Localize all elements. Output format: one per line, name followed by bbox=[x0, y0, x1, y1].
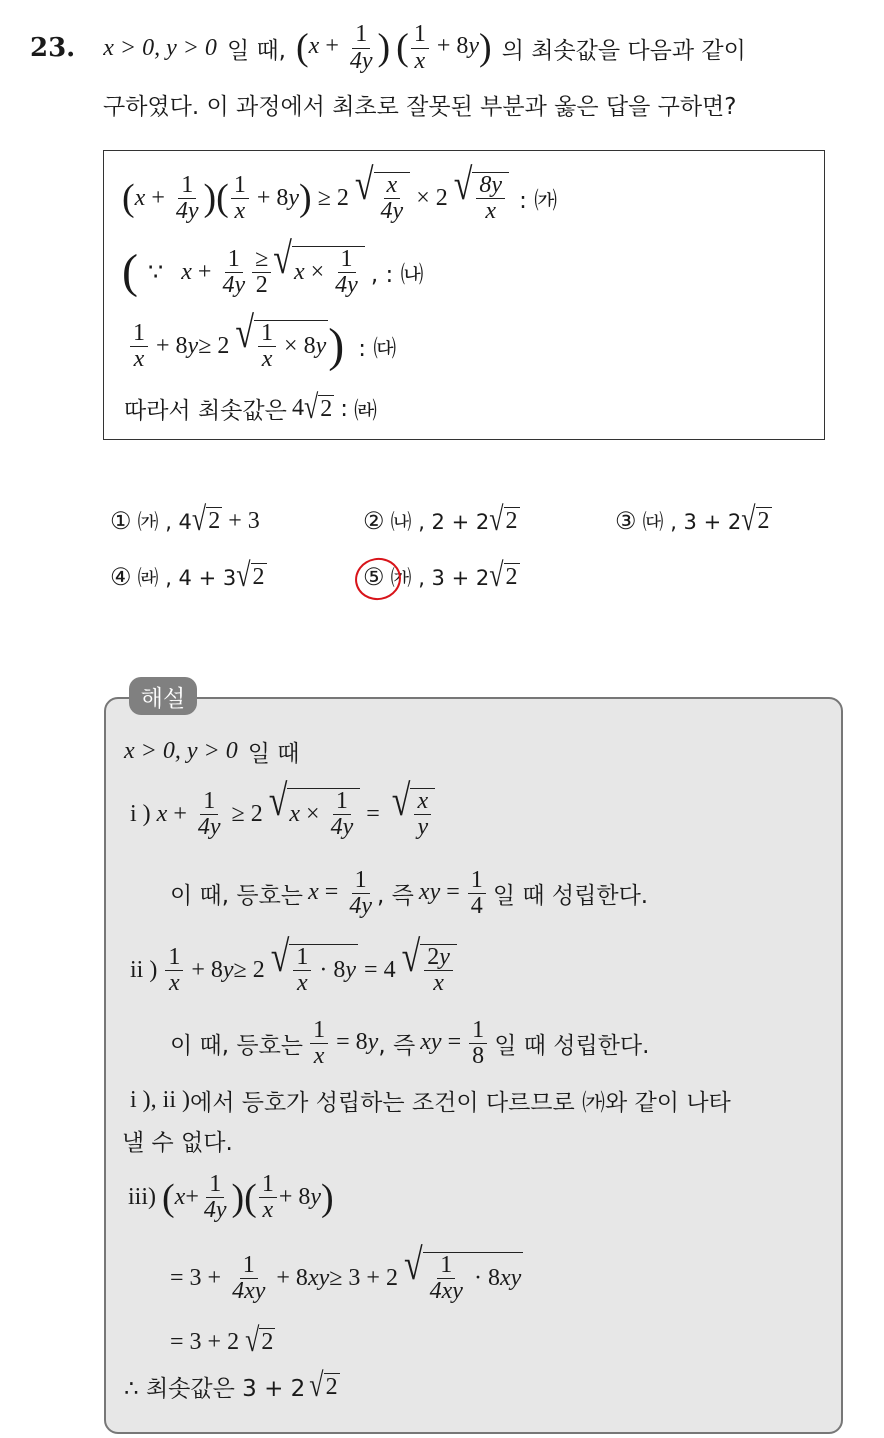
box-line-4-text: 따라서 최솟값은 bbox=[124, 398, 287, 424]
box-label-na: , : ㈏ bbox=[370, 261, 424, 288]
choice-1-label: ㈎ , 4 bbox=[137, 510, 192, 534]
sol-ii-note-a: 이 때, 등호는 bbox=[170, 1033, 304, 1060]
box-min-value: 4 bbox=[291, 395, 304, 421]
choice-5[interactable]: ⑤ ㈎ , 3 + 2 √ 2 bbox=[363, 556, 518, 594]
box-label-ga: : ㈎ bbox=[519, 187, 558, 214]
box-line-2: ( ∵ x + $\frac{1}{4y}$ $\frac{\ge}{2}$ √ x × $\frac{1}{4y}$ , : ㈏ bbox=[122, 235, 424, 299]
box-line-1: ( x + $\frac{1}{4y}$ ) ( $\frac{1}{x}$ + 8 y ) ≥ 2 √ $\frac{x}{4y}$ × 2 √ $\frac{8y}{x}$ : ㈎ bbox=[122, 161, 558, 225]
box-colon: : bbox=[340, 395, 348, 422]
sol-final-text: ∴ 최솟값은 3 + 2 bbox=[124, 1376, 306, 1402]
sol-line-conclusion-1 bbox=[130, 1084, 731, 1117]
sol-i-label: i ) bbox=[130, 800, 151, 827]
sol-iii-label: iii) bbox=[128, 1184, 156, 1211]
sol-line-iii-result: = 3 + 2 √ 2 bbox=[170, 1321, 274, 1359]
sol-cond-text: 일 때 bbox=[247, 741, 300, 767]
sol-conc-pre: i ), ii ) bbox=[130, 1087, 190, 1113]
choice-2-label: ㈏ , 2 + 2 bbox=[390, 510, 490, 534]
sol-line-i-note: 이 때, 등호는 x = $\frac{1}{4y}$ , 즉 xy = $\frac{1}{4}$ 일 때 성립한다. bbox=[170, 867, 649, 920]
sol-cond: x > 0, y > 0 bbox=[124, 738, 238, 764]
problem-line-2: 구하였다. 이 과정에서 최초로 잘못된 부분과 옳은 답을 구하면? bbox=[103, 94, 737, 120]
sol-line-conclusion-2: 낼 수 없다. bbox=[122, 1130, 233, 1156]
choice-5-mark: ⑤ bbox=[363, 564, 385, 591]
box-line-4: 따라서 최솟값은 4 √ 2 : ㈑ bbox=[124, 387, 377, 426]
problem-expression: (x + $\frac{1}{4y}$ ) ( $\frac{1}{x}$ + 8y) bbox=[296, 21, 492, 74]
sol-line-iii: iii) ( x + $\frac{1}{4y}$ ) ( $\frac{1}{x}$ + 8 y ) bbox=[128, 1171, 334, 1224]
sol-i-note-c: 일 때 성립한다. bbox=[492, 883, 649, 910]
sol-ii-note-c: 일 때 성립한다. bbox=[494, 1033, 650, 1060]
problem-line-1 bbox=[30, 21, 746, 74]
choice-2-mark: ② bbox=[363, 508, 385, 535]
sol-ii-note-b: , 즉 bbox=[378, 1033, 416, 1060]
sol-i-note-b: , 즉 bbox=[376, 883, 414, 910]
choice-3-label: ㈐ , 3 + 2 bbox=[642, 510, 742, 534]
sol-ii-label: ii ) bbox=[130, 956, 158, 983]
box-line-3: $\frac{1}{x}$ + 8 y ≥ 2 √ $\frac{1}{x}$ × 8 y ) : ㈐ bbox=[128, 320, 396, 372]
box-label-da: : ㈐ bbox=[358, 335, 397, 362]
choice-4-label: ㈑ , 4 + 3 bbox=[137, 566, 237, 590]
choice-1-mark: ① bbox=[110, 508, 132, 535]
choice-3-mark: ③ bbox=[615, 508, 637, 535]
choice-1-expr: + 3 bbox=[228, 507, 260, 534]
sol-line-cond bbox=[124, 735, 299, 768]
sol-i-note-a: 이 때, 등호는 bbox=[170, 883, 304, 910]
sol-line-ii-note: 이 때, 등호는 $\frac{1}{x}$ = 8y , 즉 xy = $\frac{1}{8}$ 일 때 성립한다. bbox=[170, 1017, 650, 1070]
problem-text-b: 의 최솟값을 다음과 같이 bbox=[501, 37, 746, 64]
choice-1[interactable]: ① ㈎ , 4 √ 2 + 3 bbox=[110, 500, 260, 538]
sol-line-iii-expand: = 3 + $\frac{1}{4xy}$ + 8 xy ≥ 3 + 2 √ $\frac{1}{4xy}$ · 8 xy bbox=[170, 1241, 522, 1305]
solution-tag: 해설 bbox=[129, 677, 197, 715]
sol-conc-1: 에서 등호가 성립하는 조건이 다르므로 ㈎와 같이 나타 bbox=[190, 1090, 731, 1116]
because-symbol: ∵ bbox=[147, 259, 164, 286]
choice-4-mark: ④ bbox=[110, 564, 132, 591]
problem-number: 23. bbox=[30, 33, 76, 63]
problem-text-a: 일 때, bbox=[226, 37, 286, 64]
choice-3[interactable]: ③ ㈐ , 3 + 2 √ 2 bbox=[615, 500, 770, 538]
sol-line-i: i ) x + $\frac{1}{4y}$ ≥ 2 √ x × $\frac{1}{4y}$ = √ $\frac{x}{y}$ bbox=[130, 788, 435, 840]
problem-condition: x > 0, y > 0 bbox=[103, 34, 217, 61]
sol-line-final: ∴ 최솟값은 3 + 2 √ 2 bbox=[124, 1365, 338, 1404]
choice-2[interactable]: ② ㈏ , 2 + 2 √ 2 bbox=[363, 500, 518, 538]
choice-4[interactable]: ④ ㈑ , 4 + 3 √ 2 bbox=[110, 556, 265, 594]
sol-line-ii: ii ) $\frac{1}{x}$ + 8 y ≥ 2 √ $\frac{1}{x}$ · 8 y = 4 √ $\frac{2y}{x}$ bbox=[130, 944, 457, 996]
box-label-ra: ㈑ bbox=[353, 398, 377, 424]
choice-5-label: ㈎ , 3 + 2 bbox=[390, 566, 490, 590]
